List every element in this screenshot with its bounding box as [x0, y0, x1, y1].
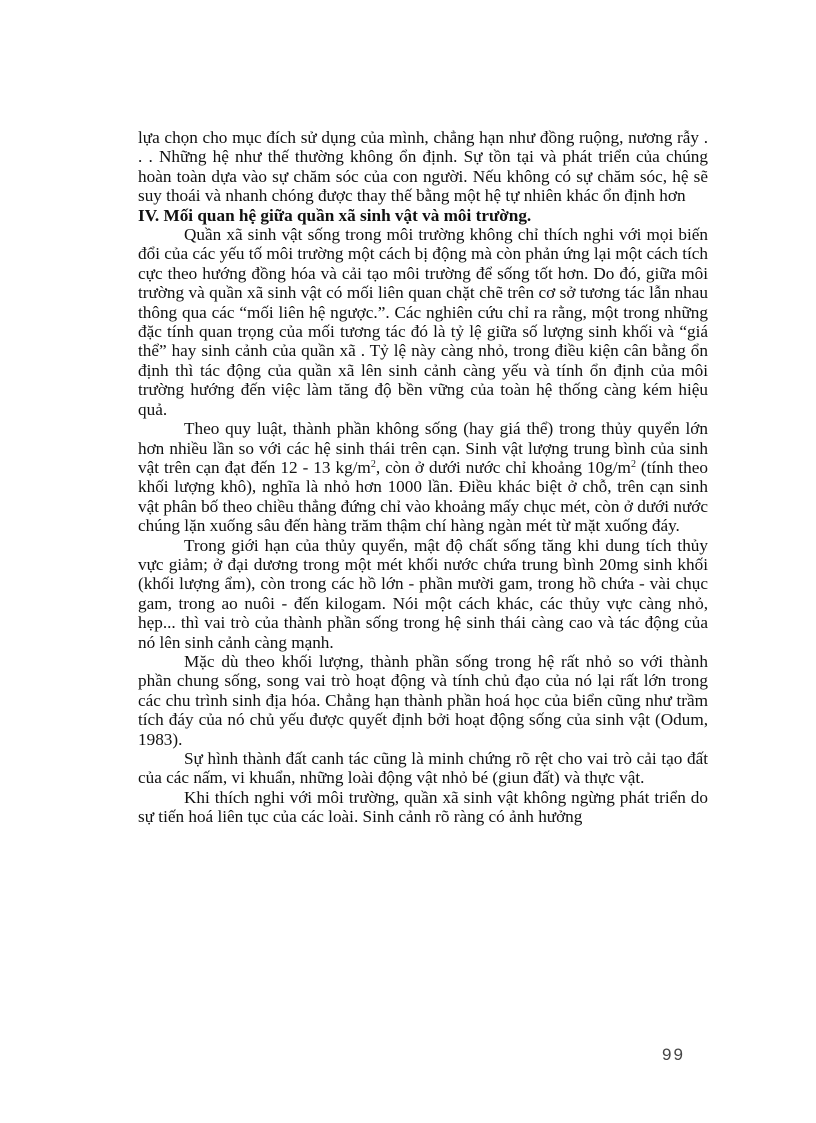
text-run: (tính theo khối lượng khô), nghĩa là nhỏ hơn 1000 lần. Điều khác biệt ở chỗ, trên cạn sinh vật phân bố theo chiều thẳng đứng chỉ vào khoảng mấy chục mét, còn ở dưới nước chúng lặn xuống sâu đến hàng trăm thậm chí hàng ngàn mét từ mặt xuống đáy.: [138, 457, 708, 536]
superscript: 2: [370, 458, 376, 470]
section-heading: IV. Mối quan hệ giữa quần xã sinh vật và môi trường.: [138, 205, 532, 225]
text-run: , còn ở dưới nước chỉ khoảng 10g/m: [375, 457, 631, 477]
body-paragraph: Sự hình thành đất canh tác cũng là minh chứng rõ rệt cho vai trò cải tạo đất của các nấm, vi khuẩn, những loài động vật nhỏ bé (giun đất) và thực vật.: [138, 749, 708, 788]
page-number: 99: [662, 1045, 685, 1064]
body-paragraph: Khi thích nghi với môi trường, quần xã sinh vật không ngừng phát triển do sự tiến hoá liên tục của các loài. Sinh cảnh rõ ràng có ảnh hưởng: [138, 787, 708, 827]
body-paragraph: lựa chọn cho mục đích sử dụng của mình, chẳng hạn như đồng ruộng, nương rẫy . . . Những hệ như thế thường không ổn định. Sự tồn tại và phát triển của chúng hoàn toàn dựa vào sự chăm sóc của con người. Nếu không có sự chăm sóc, hệ sẽ suy thoái và nhanh chóng được thay thế bằng một hệ tự nhiên khác ổn định hơn: [138, 128, 708, 206]
body-paragraph: Quần xã sinh vật sống trong môi trường không chỉ thích nghi với mọi biến đổi của các yếu tố môi trường một cách bị động mà còn phản ứng lại một cách tích cực theo hướng đồng hóa và cải tạo môi trường để sống tốt hơn. Do đó, giữa môi trường và quần xã sinh vật có mối liên quan chặt chẽ trên cơ sở tương tác lẫn nhau thông qua các “mối liên hệ ngược.”. Các nghiên cứu chỉ ra rằng, một trong những đặc tính quan trọng của mối tương tác đó là tỷ lệ giữa số lượng sinh khối và “giá thể” hay sinh cảnh của quần xã . Tỷ lệ này càng nhỏ, trong điều kiện cân bằng ổn định thì tác động của quần xã lên sinh cảnh càng yếu và tính ổn định của môi trường hướng đến việc làm tăng độ bền vững của toàn hệ thống càng kém hiệu quả.: [138, 225, 708, 419]
body-paragraph: Mặc dù theo khối lượng, thành phần sống trong hệ rất nhỏ so với thành phần chung sống, song vai trò hoạt động và tính chủ đạo của nó lại rất lớn trong các chu trình sinh địa hóa. Chẳng hạn thành phần hoá học của biển cũng như trầm tích đáy của nó chủ yếu được quyết định bởi hoạt động sống của sinh vật (Odum, 1983).: [138, 651, 708, 749]
page-body: [138, 128, 708, 827]
body-paragraph: Trong giới hạn của thủy quyển, mật độ chất sống tăng khi dung tích thủy vực giảm; ở đại dương trong một mét khối nước chứa trung bình 20mg sinh khối (khối lượng ẩm), còn trong các hồ lớn - phần mười gam, trong hồ chứa - vài chục gam, trong ao nuôi - đến kilogam. Nói một cách khác, các thủy vực càng nhỏ, hẹp... thì vai trò của thành phần sống trong hệ sinh thái càng cao và tác động của nó lên sinh cảnh càng mạnh.: [138, 535, 708, 652]
superscript: 2: [630, 458, 636, 470]
text-run: Theo quy luật, thành phần không sống (hay giá thể) trong thủy quyển lớn hơn nhiều lần so với các hệ sinh thái trên cạn. Sinh vật lượng trung bình của sinh vật trên cạn đạt đến 12 - 13 kg/m: [138, 419, 708, 477]
body-paragraph-with-superscripts: [138, 419, 708, 535]
